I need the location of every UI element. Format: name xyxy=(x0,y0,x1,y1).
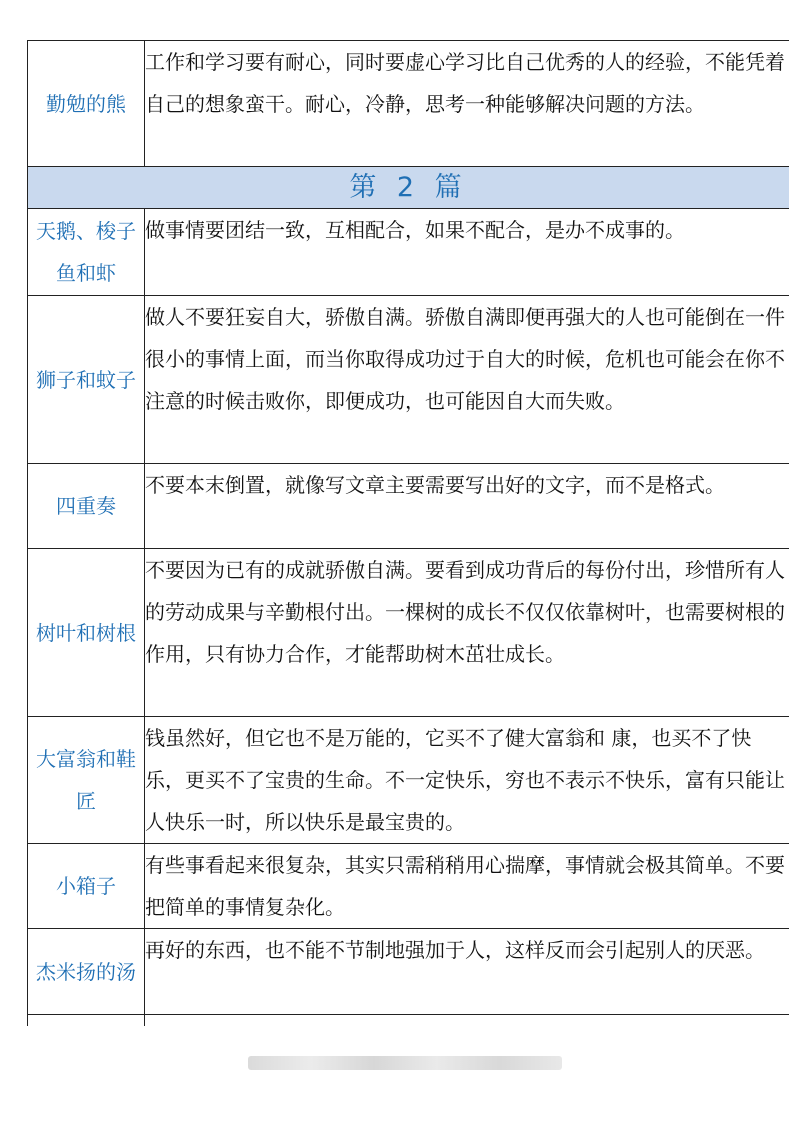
fable-moral-cell: 做人不要狂妄自大，骄傲自满。骄傲自满即便再强大的人也可能倒在一件很小的事情上面，而当你取得成功过于自大的时候，危机也可能会在你不注意的时候击败你，即便成功，也可能因自大而失败。 xyxy=(145,296,790,464)
fable-moral-cell: 不要本末倒置，就像写文章主要需要写出好的文字，而不是格式。 xyxy=(145,464,790,549)
table-row xyxy=(28,549,790,717)
fable-title-cell: 勤勉的熊 xyxy=(28,41,145,167)
fable-title-cell: 小箱子 xyxy=(28,844,145,929)
fable-moral-cell: 钱虽然好，但它也不是万能的，它买不了健大富翁和 康，也买不了快乐，更买不了宝贵的生命。不一定快乐，穷也不表示不快乐，富有只能让人快乐一时，所以快乐是最宝贵的。 xyxy=(145,717,790,844)
fable-moral-cell: 再好的东西，也不能不节制地强加于人，这样反而会引起别人的厌恶。 xyxy=(145,929,790,1015)
fable-title-cell: 大富翁和鞋匠 xyxy=(28,717,145,844)
fable-moral-cell-cut-off xyxy=(145,1015,790,1027)
fable-title-cell-cut-off xyxy=(28,1015,145,1027)
table-row xyxy=(28,209,790,296)
fable-moral-cell: 做事情要团结一致，互相配合，如果不配合，是办不成事的。 xyxy=(145,209,790,296)
table-row xyxy=(28,296,790,464)
fable-moral-cell: 工作和学习要有耐心，同时要虚心学习比自己优秀的人的经验，不能凭着自己的想象蛮干。耐心，冷静，思考一种能够解决问题的方法。 xyxy=(145,41,790,167)
fable-title-cell: 杰米扬的汤 xyxy=(28,929,145,1015)
table-row xyxy=(28,41,790,167)
fable-title-cell: 天鹅、梭子鱼和虾 xyxy=(28,209,145,296)
table-row xyxy=(28,464,790,549)
blurred-watermark xyxy=(248,1056,562,1070)
fable-moral-table xyxy=(27,40,789,1026)
fable-title-cell: 狮子和蚊子 xyxy=(28,296,145,464)
section-title: 第 2 篇 xyxy=(28,167,790,209)
table-row xyxy=(28,844,790,929)
table-row-cut-off xyxy=(28,1015,790,1027)
fable-moral-cell: 不要因为已有的成就骄傲自满。要看到成功背后的每份付出，珍惜所有人的劳动成果与辛勤根付出。一棵树的成长不仅仅依靠树叶，也需要树根的作用，只有协力合作，才能帮助树木茁壮成长。 xyxy=(145,549,790,717)
table-row xyxy=(28,717,790,844)
fable-moral-cell: 有些事看起来很复杂，其实只需稍稍用心揣摩，事情就会极其简单。不要把简单的事情复杂化。 xyxy=(145,844,790,929)
table-row xyxy=(28,929,790,1015)
fable-title-cell: 树叶和树根 xyxy=(28,549,145,717)
section-header-row xyxy=(28,167,790,209)
fable-title-cell: 四重奏 xyxy=(28,464,145,549)
document-page xyxy=(27,40,789,1026)
